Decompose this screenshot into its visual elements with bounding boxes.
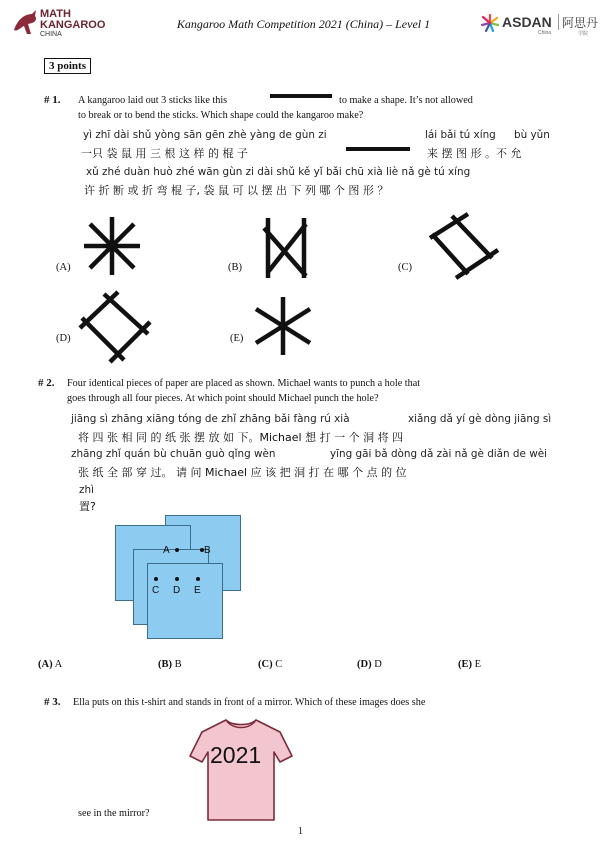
- q1-chinese-1b: 来 摆 图 形 。不 允: [427, 147, 522, 160]
- q2-text-a: Four identical pieces of paper are placed as shown. Michael wants to punch a hole that: [67, 378, 421, 389]
- q2-answer-e[interactable]: (E) E: [458, 659, 482, 670]
- q1-stick-image-inline: [270, 94, 332, 98]
- page-number: 1: [298, 826, 303, 837]
- q2-point-label-a: A: [163, 545, 170, 556]
- q1-option-e-label: (E): [230, 333, 244, 344]
- q2-point-label-d: D: [173, 585, 181, 596]
- q2-point-label-c: C: [152, 585, 160, 596]
- q1-option-a-label: (A): [56, 262, 71, 273]
- q2-chinese-2: 张 纸 全 部 穿 过。 请 问 Michael 应 该 把 洞 打 在 哪 个 点 的 位: [78, 466, 407, 479]
- q2-point-label-e: E: [194, 585, 201, 596]
- asdan-divider: [558, 14, 559, 30]
- q2-answer-b[interactable]: (B) B: [158, 659, 182, 670]
- q1-text-b: to make a shape. It’s not allowed: [339, 95, 473, 106]
- logo-line-math: MATH: [40, 8, 71, 20]
- q1-chinese-1a: 一只 袋 鼠 用 三 根 这 样 的 棍 子: [81, 147, 248, 160]
- q1-option-c-label: (C): [398, 262, 412, 273]
- q2-text-b: goes through all four pieces. At which point should Michael punch the hole?: [67, 393, 379, 404]
- q2-paper-figure: [111, 512, 245, 644]
- q3-tshirt-figure: [188, 716, 294, 826]
- page-header-title: Kangaroo Math Competition 2021 (China) – Level 1: [176, 17, 431, 31]
- logo-line-china: CHINA: [40, 31, 62, 38]
- asdan-cn-name: 阿思丹: [562, 16, 599, 30]
- q2-chinese-1: 将 四 张 相 同 的 纸 张 摆 放 如 下。Michael 想 打 一 个 洞 将 四: [78, 431, 404, 444]
- q1-number: # 1.: [44, 94, 61, 106]
- asdan-name: ASDAN: [502, 14, 552, 30]
- q2-point-dot-e: [196, 577, 200, 581]
- section-points-box: 3 points: [44, 58, 91, 74]
- q2-pinyin-1b: xiǎng dǎ yí gè dòng jiāng sì: [408, 413, 552, 425]
- q2-pinyin-2a: zhāng zhǐ quán bù chuān guò qǐng wèn: [71, 448, 276, 460]
- q1-option-b-figure: [262, 216, 310, 280]
- q2-point-dot-a: [175, 548, 179, 552]
- q1-option-c-figure: [428, 212, 500, 280]
- q1-option-d-figure: [78, 290, 152, 364]
- q1-text-c: to break or to bend the sticks. Which shape could the kangaroo make?: [78, 110, 364, 121]
- asdan-star-icon: [480, 13, 500, 33]
- q1-pinyin-1b: lái bǎi tú xíng: [425, 129, 496, 141]
- q1-pinyin-1c: bù yǔn: [514, 129, 550, 141]
- q3-text-b: see in the mirror?: [78, 808, 150, 819]
- q2-paper-sheet: [147, 563, 223, 639]
- q2-point-dot-c: [154, 577, 158, 581]
- q3-tshirt-text: 2021: [210, 742, 262, 768]
- q2-point-dot-d: [175, 577, 179, 581]
- q2-pinyin-1a: jiāng sì zhāng xiāng tóng de zhǐ zhāng bǎi fàng rú xià: [71, 413, 350, 425]
- q2-number: # 2.: [38, 377, 55, 389]
- q2-answer-c[interactable]: (C) C: [258, 659, 283, 670]
- q2-point-label-b: B: [204, 545, 211, 556]
- q3-text-a: Ella puts on this t-shirt and stands in front of a mirror. Which of these images does she: [73, 697, 426, 708]
- q1-chinese-2: 许 折 断 或 折 弯 棍 子, 袋 鼠 可 以 摆 出 下 列 哪 个 图 形 ？: [84, 184, 389, 197]
- q2-answer-d[interactable]: (D) D: [357, 659, 382, 670]
- asdan-cn-sub: 学院: [578, 31, 589, 37]
- q1-stick-image-chinese: [346, 147, 410, 151]
- q3-number: # 3.: [44, 696, 61, 708]
- q2-chinese-3: 置?: [79, 500, 96, 513]
- asdan-sub: China: [538, 30, 552, 36]
- q1-option-a-figure: [80, 214, 144, 278]
- q2-answer-a[interactable]: (A) A: [38, 659, 63, 670]
- q1-option-e-figure: [254, 295, 312, 357]
- q1-option-b-label: (B): [228, 262, 242, 273]
- q2-pinyin-2b: yīng gāi bǎ dòng dǎ zài nǎ gè diǎn de wèi: [330, 448, 548, 460]
- q1-pinyin-2: xǔ zhé duàn huò zhé wān gùn zi dài shǔ kě yǐ bǎi chū xià liè nǎ gè tú xíng: [86, 166, 471, 178]
- logo-line-kangaroo: KANGAROO: [40, 19, 106, 31]
- q1-text-a: A kangaroo laid out 3 sticks like this: [78, 95, 228, 106]
- q2-pinyin-3: zhì: [79, 484, 94, 496]
- q1-pinyin-1a: yì zhī dài shǔ yòng sān gēn zhè yàng de gùn zi: [83, 129, 327, 141]
- asdan-logo: [480, 10, 600, 38]
- q1-option-d-label: (D): [56, 333, 71, 344]
